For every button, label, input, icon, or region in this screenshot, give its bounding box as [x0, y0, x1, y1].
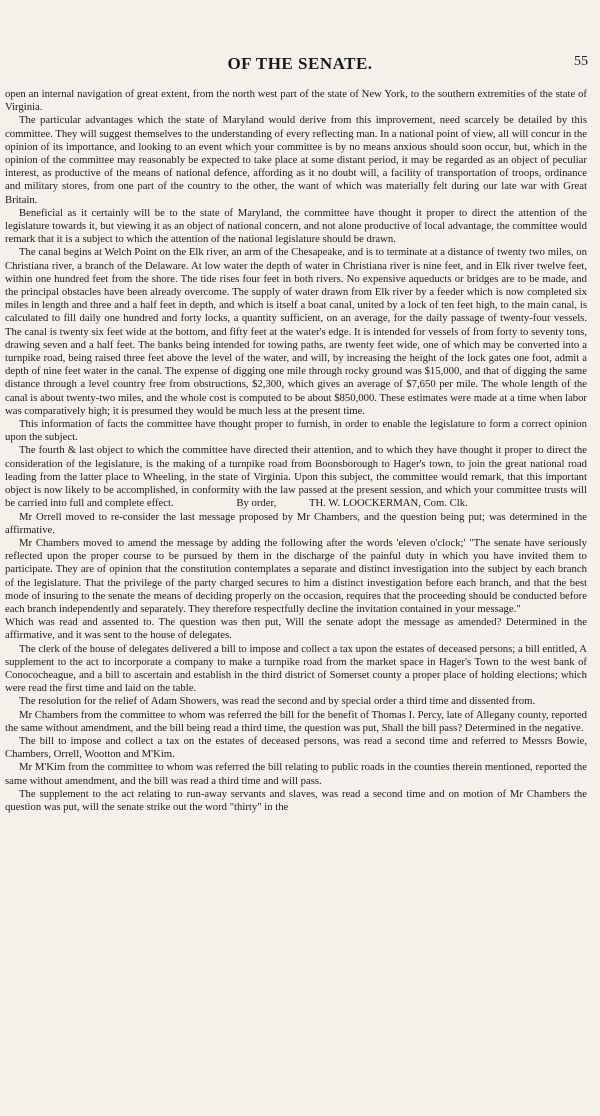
paragraph-information: This information of facts the committee have thought proper to furnish, in order to enable the legislature to form a correct opinion upon the subject.	[5, 418, 587, 444]
signature-name: TH. W. LOOCKERMAN, Com. Clk.	[308, 497, 468, 510]
paragraph-chambers-amendment: Mr Chambers moved to amend the message by adding the following after the words 'eleven o'clock;' "The senate have seriously reflected upon the proper course to be pursued by them in the discharge of the painful duty in which you have invited them to participate. They are of opinion that the constitution contemplates a separate and distinct investigation into the subject by each branch of the legislature. That the privilege of the party charged secures to him a distinct investigation before each branch, and that the best mode of insuring to the senate the means of deciding properly on the occasion, requires that the proceeding should be conducted before each branch independently and separately. They therefore respectfully decline the invitation contained in your message."	[5, 536, 587, 615]
paragraph-percy-bill: Mr Chambers from the committee to whom was referred the bill for the benefit of Thomas I. Percy, late of Allegany county, reported the same without amendment, and the bill being read a third time, the question was put, Shall the bill pass? Determined in the negative.	[5, 708, 587, 734]
paragraph-showers-resolution: The resolution for the relief of Adam Showers, was read the second and by special order a third time and dissented from.	[19, 695, 536, 708]
page-number: 55	[574, 54, 588, 69]
paragraph-tax-bill: The bill to impose and collect a tax on the estates of deceased persons, was read a second time and referred to Messrs Bowie, Chambers, Orrell, Wootton and M'Kim.	[5, 734, 587, 761]
paragraph-runaway-supplement: The supplement to the act relating to run-away servants and slaves, was read a second time and on motion of Mr Chambers the question was put, will the senate strike out the word "thirty" in the	[5, 787, 587, 813]
paragraph-clerk-bills: The clerk of the house of delegates delivered a bill to impose and collect a tax upon the estates of deceased persons; a bill entitled, A supplement to the act to incorporate a company to make a turnpike road from the market space in Hager's Town to the west bank of Conococheague, and a bill to ascertain and establish in the third district of Somerset county a proper place of holding elections; which were read the first time and laid on the table.	[5, 642, 587, 695]
paragraph-fourth-object	[5, 444, 587, 510]
paragraph-fourth-object-text: The fourth & last object to which the committee have directed their attention, and to which they have thought it proper to direct the consideration of the legislature, is the making of a turnpike road from Boonsborough to Hager's town, to join the great national road leading from the latter place to Wheeling, in the state of Virginia. Upon this subject, the committee would remark, that this important object is now likely to be accomplished, in conformity with the law passed at the present session, and which your committee trusts will be carried into full and complete effect.	[5, 444, 587, 510]
paragraph-continuation: open an internal navigation of great extent, from the north west part of the state of New York, to the southern extremities of the state of Virginia.	[5, 88, 587, 114]
paragraph-advantages: The particular advantages which the state of Maryland would derive from this improvement, need scarcely be detailed by this committee. They will suggest themselves to the understanding of every reflecting man. In a national point of view, all will concur in the opinion of its importance, and looking to an event which your committee is by no means anxious should soon occur, but, which in the opinion of the committee may reasonably be expected to take place at some distant period, it may be regarded as an object of peculiar interest, as productive of the means of national defence, affording as it no doubt will, a facility of transportation of troops, ordinance and military stores, from one part of the country to the other, the want of which was materially felt during our late war with Great Britain.	[5, 114, 587, 206]
paragraph-orrell-motion: Mr Orrell moved to re-consider the last message proposed by Mr Chambers, and the question being put; was determined in the affirmative.	[5, 510, 587, 536]
paragraph-public-roads: Mr M'Kim from the committee to whom was referred the bill relating to public roads in the counties therein mentioned, reported the same without amendment, and the bill was read a third time and will pass.	[5, 761, 587, 787]
paragraph-beneficial: Beneficial as it certainly will be to the state of Maryland, the committee have thought it proper to direct the attention of the legislature towards it, but viewing it as an object of national concern, and not alone productive of local advantage, the committee would remark that it is a subject to which the attention of the national legislature should be drawn.	[5, 206, 587, 246]
page-title: OF THE SENATE.	[227, 54, 373, 73]
paragraph-canal: The canal begins at Welch Point on the Elk river, an arm of the Chesapeake, and is to terminate at a distance of twenty two miles, on Christiana river, a branch of the Delaware. At low water the depth of water in Christiana river is nine feet, and in Elk river twelve feet, within one hundred feet from the shore. The tide rises four feet in both rivers. No expensive aqueducts or bridges are to be made, and the principal obstacles have been already overcome. The supply of water drawn from Elk river by a feeder which is now completed six miles in length and three and a half feet in depth, and which is itself a boat canal, united by a lock of ten feet high, to the main canal, is calculated to fill daily one hundred and forty locks, a quantity sufficient, on an average, for the daily passage of twenty-four vessels. The canal is twenty six feet wide at the bottom, and fifty feet at the water's edge. It is intended for vessels of from forty to seventy tons, drawing seven and a half feet. The banks being intended for towing paths, are twenty feet wide, one of which may be converted into a turnpike road, being raised three feet above the level of the water, and will, by increasing the height of the lock gates one foot, admit a depth of nine feet water in the canal. The expense of digging one mile through rocky ground was $15,000, and that of digging the same distance through a level country free from obstructions, $2,300, which gives an average of $7,650 per mile. The whole length of the canal is about twenty-two miles, and the whole cost is computed to be about $850,000. These estimates were made at a time when labor was comparatively high; it is presumed they would be much less at the present time.	[5, 246, 587, 417]
body-text	[5, 88, 587, 814]
signature-prefix: By order,	[236, 497, 277, 510]
paragraph-question-adopted: Which was read and assented to. The question was then put, Will the senate adopt the message as amended? Determined in the affirmative, and it was sent to the house of delegates.	[5, 616, 587, 642]
